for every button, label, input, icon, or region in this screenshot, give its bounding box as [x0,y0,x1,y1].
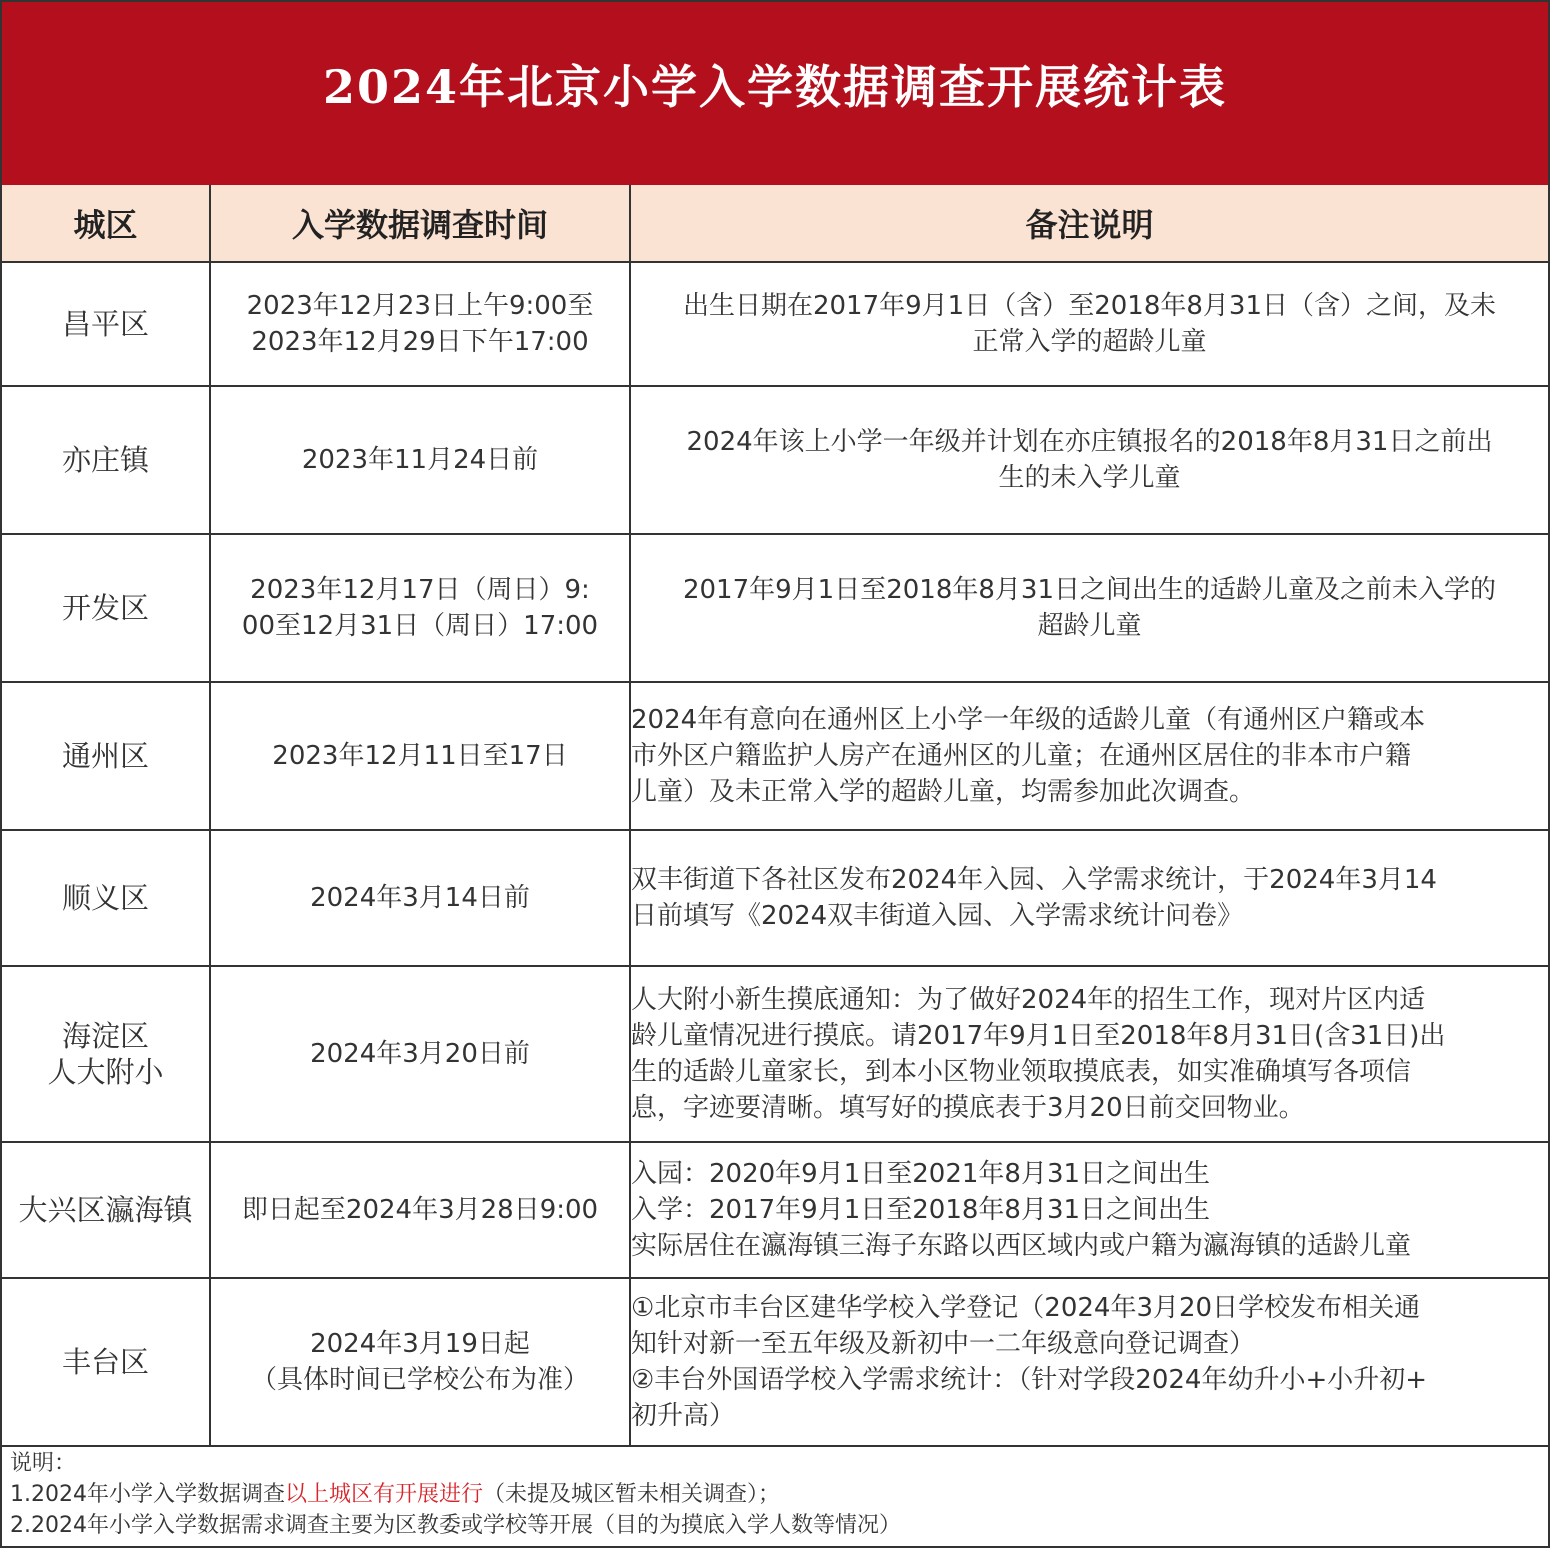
table-row [2,1278,1548,1446]
column-header-time: 入学数据调查时间 [210,185,630,262]
time-text: 2023年12月11日至17日 [272,741,568,771]
table-row [2,830,1548,966]
district-cell [2,1142,210,1278]
table-row [2,1142,1548,1278]
footer-line-1-suffix: （未提及城区暂未相关调查）； [483,1482,781,1507]
note-text: 实际居住在瀛海镇三海子东路以西区域内或户籍为瀛海镇的适龄儿童 [631,1231,1412,1261]
time-cell [210,966,630,1142]
table-row [2,966,1548,1142]
time-text: 00至12月31日（周日）17:00 [241,611,599,641]
footer-line-2: 2.2024年小学入学数据需求调查主要为区教委或学校等开展（目的为摸底入学人数等情况） [10,1513,901,1538]
time-text: 2024年3月20日前 [310,1039,530,1069]
time-text: 2024年3月19日起 [310,1329,530,1359]
note-text: 儿童）及未正常入学的超龄儿童，均需参加此次调查。 [631,777,1256,807]
district-name: 人大附小 [47,1055,164,1089]
note-cell [630,386,1548,534]
note-text: 市外区户籍监护人房产在通州区的儿童；在通州区居住的非本市户籍 [631,741,1412,771]
time-text: （具体时间已学校公布为准） [250,1365,589,1395]
time-text: 2023年12月17日（周日）9: [250,575,590,605]
note-text: 入园：2020年9月1日至2021年8月31日之间出生 [631,1159,1211,1189]
header-row [2,185,1548,262]
time-text: 即日起至2024年3月28日9:00 [241,1195,599,1225]
table-row [2,262,1548,386]
note-text: 初升高） [631,1401,736,1431]
note-text: 人大附小新生摸底通知：为了做好2024年的招生工作，现对片区内适 [631,985,1426,1015]
title-banner [2,2,1548,185]
district-name: 通州区 [61,739,149,773]
time-text: 2024年3月14日前 [310,883,530,913]
note-text: 生的未入学儿童 [998,463,1181,493]
note-text: 双丰街道下各社区发布2024年入园、入学需求统计，于2024年3月14 [631,865,1437,895]
district-name: 开发区 [61,591,149,625]
note-text: 日前填写《2024双丰街道入园、入学需求统计问卷》 [631,901,1244,931]
district-name: 顺义区 [61,881,149,915]
note-text: 正常入学的超龄儿童 [972,327,1207,357]
note-text: 超龄儿童 [1037,611,1142,641]
table-row [2,386,1548,534]
district-name: 昌平区 [61,307,149,341]
page-title: 2024年北京小学入学数据调查开展统计表 [322,59,1228,114]
note-text: 息，字迹要清晰。填写好的摸底表于3月20日前交回物业。 [631,1093,1305,1123]
note-text: 生的适龄儿童家长，到本小区物业领取摸底表，如实准确填写各项信 [631,1057,1412,1087]
table-row [2,534,1548,682]
time-text: 2023年11月24日前 [301,445,539,475]
note-cell [630,534,1548,682]
time-cell [210,386,630,534]
note-cell [630,262,1548,386]
footer-line-1 [10,1479,901,1510]
footer-heading: 说明： [10,1451,77,1476]
note-text: 2024年该上小学一年级并计划在亦庄镇报名的2018年8月31日之前出 [686,427,1493,457]
time-text: 2023年12月29日下午17:00 [251,327,589,357]
time-cell [210,682,630,830]
footer-line-1-prefix: 1.2024年小学入学数据调查 [10,1482,285,1507]
survey-table [2,185,1548,1447]
district-cell [2,966,210,1142]
district-name: 亦庄镇 [61,443,149,477]
note-cell [630,1142,1548,1278]
footer-notes [10,1448,901,1541]
district-cell [2,534,210,682]
district-cell [2,262,210,386]
note-text: ②丰台外国语学校入学需求统计：（针对学段2024年幼升小+小升初+ [631,1365,1428,1395]
table-row [2,682,1548,830]
time-text: 2023年12月23日上午9:00至 [246,291,594,321]
note-text: 出生日期在2017年9月1日（含）至2018年8月31日（含）之间，及未 [682,291,1497,321]
time-cell [210,1142,630,1278]
district-name: 大兴区瀛海镇 [18,1193,193,1227]
district-name: 海淀区 [61,1019,149,1053]
note-text: ①北京市丰台区建华学校入学登记（2024年3月20日学校发布相关通 [631,1293,1421,1323]
footer-line-1-highlight: 以上城区有开展进行 [284,1482,483,1507]
column-header-note: 备注说明 [630,185,1548,262]
district-cell [2,830,210,966]
time-cell [210,262,630,386]
district-cell [2,682,210,830]
note-cell [630,1278,1548,1446]
column-header-district: 城区 [2,185,210,262]
note-cell [630,966,1548,1142]
note-text: 知针对新一至五年级及新初中一二年级意向登记调查） [631,1329,1256,1359]
note-cell [630,830,1548,966]
time-cell [210,534,630,682]
time-cell [210,830,630,966]
district-name: 丰台区 [61,1345,149,1379]
time-cell [210,1278,630,1446]
district-cell [2,1278,210,1446]
note-text: 2017年9月1日至2018年8月31日之间出生的适龄儿童及之前未入学的 [682,575,1497,605]
district-cell [2,386,210,534]
note-text: 2024年有意向在通州区上小学一年级的适龄儿童（有通州区户籍或本 [631,705,1426,735]
note-cell [630,682,1548,830]
note-text: 入学：2017年9月1日至2018年8月31日之间出生 [631,1195,1211,1225]
note-text: 龄儿童情况进行摸底。请2017年9月1日至2018年8月31日(含31日)出 [631,1021,1446,1051]
